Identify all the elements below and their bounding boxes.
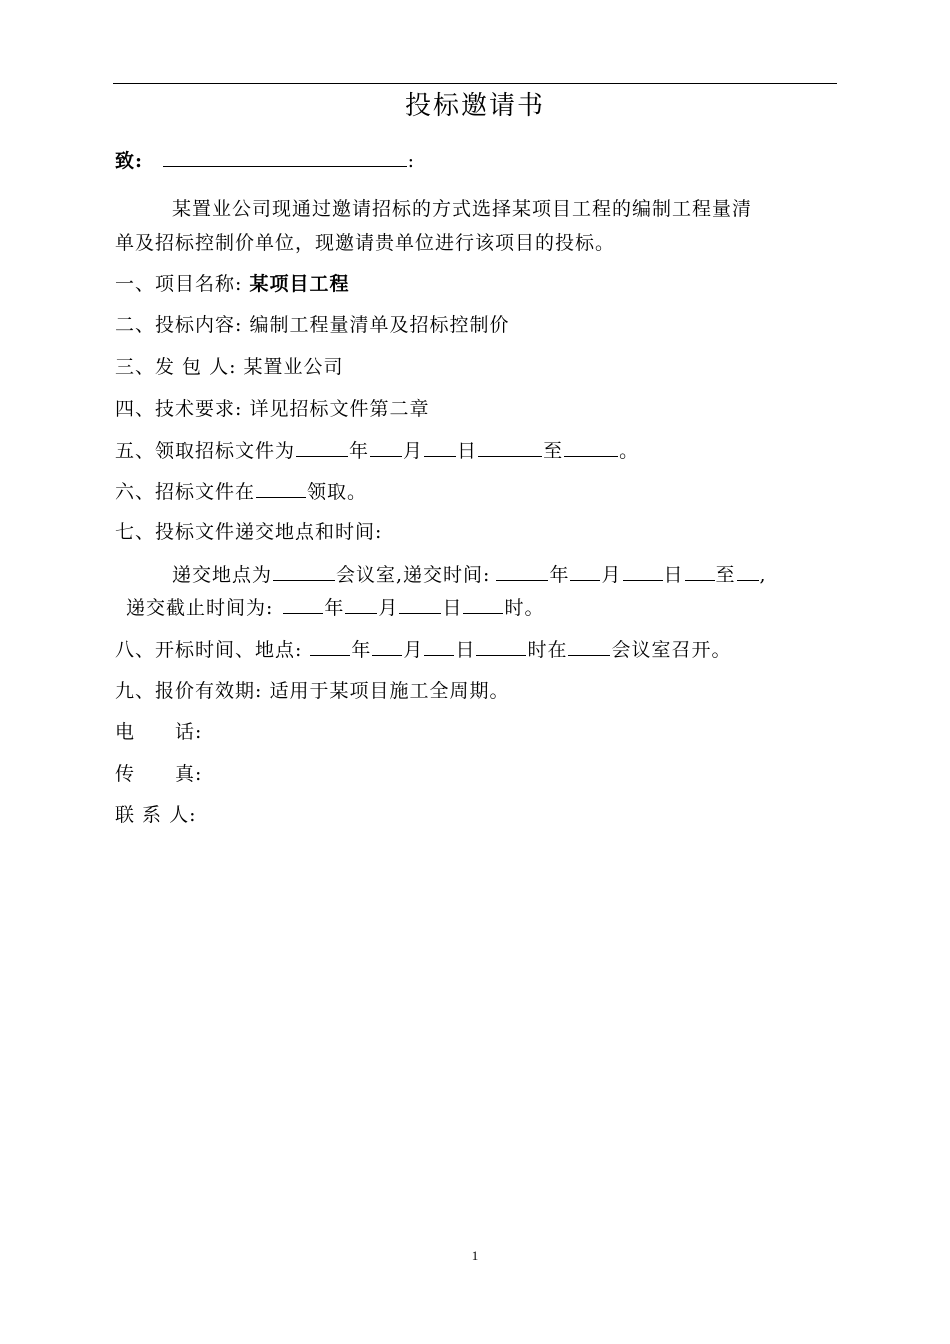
collection-year-unit: 年 [349, 440, 370, 462]
project-name-label: 一、项目名称: [115, 273, 243, 295]
submission-month-unit: 月 [601, 564, 622, 586]
deadline-year-unit: 年 [324, 597, 345, 619]
opening-year-unit: 年 [351, 639, 372, 661]
top-rule [113, 83, 837, 84]
deadline-month-unit: 月 [378, 597, 399, 619]
opening-hour-blank[interactable] [476, 636, 526, 656]
phone-label: 电 话: [115, 721, 203, 743]
collection-month-blank[interactable] [370, 437, 402, 457]
item-collection-place [115, 478, 835, 506]
opening-day-unit: 日 [455, 639, 476, 661]
deadline-day-unit: 日 [442, 597, 463, 619]
collection-until-blank[interactable] [564, 437, 618, 457]
submission-place-blank[interactable] [273, 561, 335, 581]
submission-end-mark: , [759, 564, 767, 586]
submission-from-blank[interactable] [685, 561, 715, 581]
project-name-value: 某项目工程 [249, 273, 350, 295]
addressee-blank[interactable] [163, 147, 407, 167]
deadline-label: 递交截止时间为: [126, 597, 274, 619]
submission-deadline-line [126, 594, 846, 622]
collection-place-blank[interactable] [256, 478, 306, 498]
page-number: 1 [471, 1248, 479, 1263]
item-quote-validity: 九、报价有效期: 适用于某项目施工全周期。 [115, 680, 510, 702]
item-bid-opening [115, 636, 835, 664]
opening-room-blank[interactable] [568, 636, 610, 656]
document-title: 投标邀请书 [404, 91, 545, 121]
item-document-collection [115, 437, 835, 465]
opening-month-blank[interactable] [372, 636, 402, 656]
opening-day-blank[interactable] [424, 636, 454, 656]
opening-label: 八、开标时间、地点: [115, 639, 303, 661]
addressee-colon: : [407, 150, 416, 172]
collection-from-blank[interactable] [478, 437, 542, 457]
opening-at-word: 时在 [527, 639, 568, 661]
collection-month-unit: 月 [403, 440, 424, 462]
collection-place-suffix: 领取。 [307, 481, 368, 503]
addressee-line [115, 147, 835, 175]
item-tech-requirements: 四、技术要求: 详见招标文件第二章 [115, 398, 430, 420]
collection-label: 五、领取招标文件为 [115, 440, 296, 462]
item-project-name [115, 270, 835, 298]
submission-year-unit: 年 [549, 564, 570, 586]
collection-year-blank[interactable] [296, 437, 348, 457]
deadline-year-blank[interactable] [283, 594, 323, 614]
opening-end-text: 会议室召开。 [611, 639, 732, 661]
to-label: 致: [115, 150, 144, 172]
submission-room-label: 会议室,递交时间: [336, 564, 491, 586]
submission-month-blank[interactable] [570, 561, 600, 581]
intro-line-1: 某置业公司现通过邀请招标的方式选择某项目工程的编制工程量清 [172, 198, 753, 220]
item-employer: 三、发 包 人: 某置业公司 [115, 356, 344, 378]
collection-to-word: 至 [543, 440, 564, 462]
collection-end-mark: 。 [619, 440, 640, 462]
submission-year-blank[interactable] [496, 561, 548, 581]
submission-to-word: 至 [715, 564, 736, 586]
collection-day-blank[interactable] [424, 437, 456, 457]
submission-place-label: 递交地点为 [172, 564, 273, 586]
submission-until-blank[interactable] [737, 561, 759, 581]
opening-month-unit: 月 [403, 639, 424, 661]
submission-place-line [172, 561, 892, 589]
opening-year-blank[interactable] [310, 636, 350, 656]
item-submission: 七、投标文件递交地点和时间: [115, 521, 383, 543]
deadline-month-blank[interactable] [345, 594, 377, 614]
intro-line-2: 单及招标控制价单位，现邀请贵单位进行该项目的投标。 [115, 232, 616, 254]
deadline-hour-unit: 时。 [504, 597, 545, 619]
fax-label: 传 真: [115, 763, 203, 785]
contact-label: 联 系 人: [115, 804, 197, 826]
submission-day-unit: 日 [663, 564, 684, 586]
deadline-day-blank[interactable] [399, 594, 441, 614]
item-bid-content: 二、投标内容: 编制工程量清单及招标控制价 [115, 314, 510, 336]
submission-day-blank[interactable] [623, 561, 663, 581]
collection-place-label: 六、招标文件在 [115, 481, 256, 503]
deadline-hour-blank[interactable] [463, 594, 503, 614]
collection-day-unit: 日 [457, 440, 478, 462]
